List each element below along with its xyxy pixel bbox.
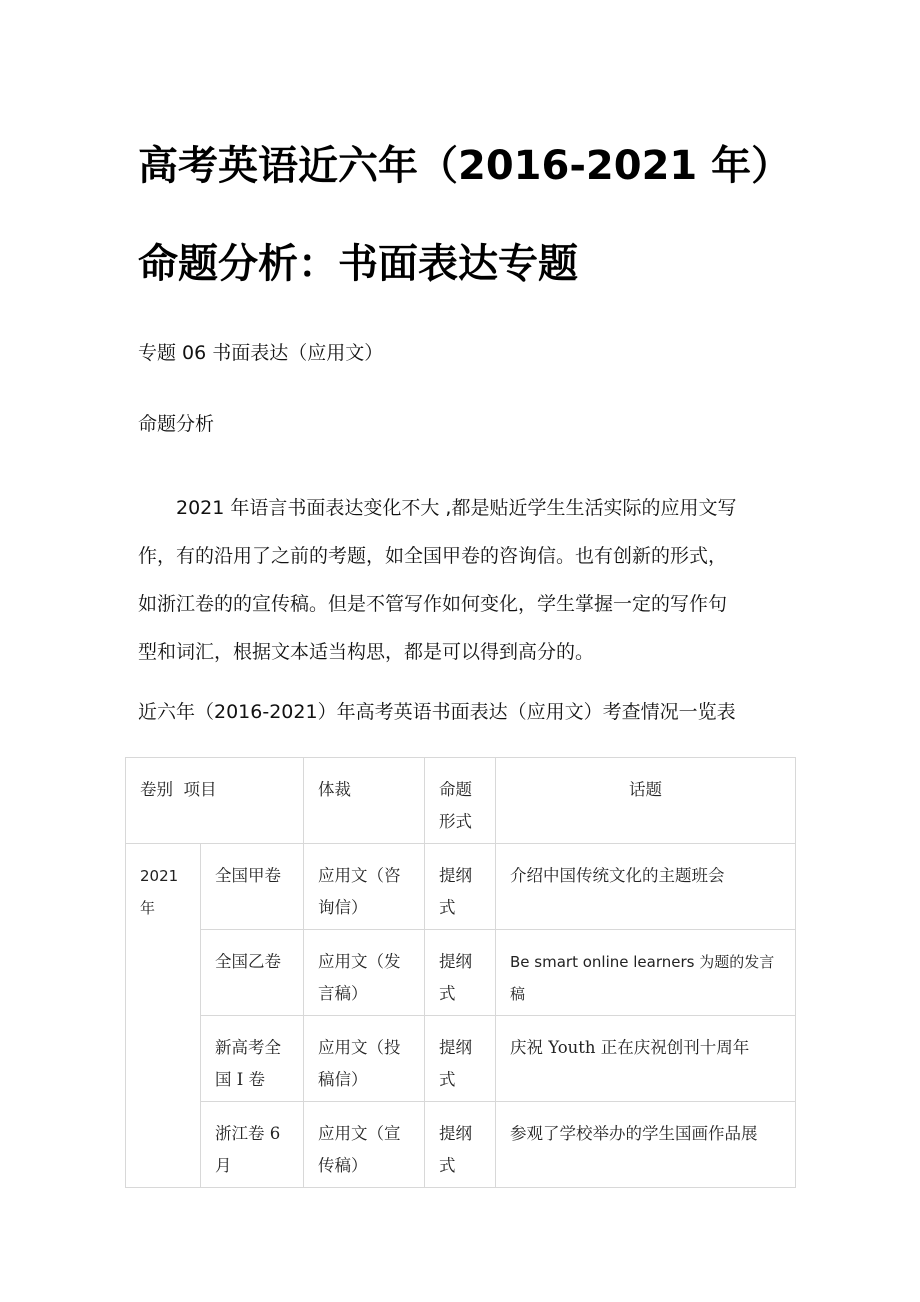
table-row [126, 1102, 796, 1188]
table-header-row [126, 758, 796, 844]
paragraph-line: 型和词汇，根据文本适当构思，都是可以得到高分的。 [138, 641, 595, 663]
topic-cell: 介绍中国传统文化的主题班会 [496, 844, 796, 930]
genre-cell: 应用文（投稿信） [304, 1016, 425, 1102]
analysis-paragraph [138, 484, 788, 676]
year-cell: 2021 年 [126, 844, 201, 1188]
genre-cell: 应用文（咨询信） [304, 844, 425, 930]
paragraph-line: 作，有的沿用了之前的考题，如全国甲卷的咨询信。也有创新的形式， [138, 545, 728, 567]
header-genre: 体裁 [304, 758, 425, 844]
genre-cell: 应用文（发言稿） [304, 930, 425, 1016]
topic-cell: 参观了学校举办的学生国画作品展 [496, 1102, 796, 1188]
paper-cell: 全国乙卷 [201, 930, 304, 1016]
document-title-line-2: 命题分析：书面表达专题 [138, 241, 578, 287]
header-topic: 话题 [496, 758, 796, 844]
paper-cell: 新高考全国 I 卷 [201, 1016, 304, 1102]
document-title-line-1: 高考英语近六年（2016-2021 年） [138, 143, 792, 189]
paragraph-line: 2021 年语言书面表达变化不大 ,都是贴近学生生活实际的应用文写 [176, 497, 737, 519]
format-cell: 提纲式 [425, 844, 496, 930]
table-row [126, 1016, 796, 1102]
table-caption: 近六年（2016-2021）年高考英语书面表达（应用文）考查情况一览表 [138, 701, 736, 723]
format-cell: 提纲式 [425, 930, 496, 1016]
paper-cell: 浙江卷 6 月 [201, 1102, 304, 1188]
header-format: 命题形式 [425, 758, 496, 844]
exam-overview-table [125, 757, 796, 1188]
topic-subtitle: 专题 06 书面表达（应用文） [138, 342, 384, 364]
header-paper-item: 卷别 项目 [126, 758, 304, 844]
paragraph-line: 如浙江卷的的宣传稿。但是不管写作如何变化，学生掌握一定的写作句 [138, 593, 728, 615]
topic-cell: 庆祝 Youth 正在庆祝创刊十周年 [496, 1016, 796, 1102]
table-row [126, 844, 796, 930]
format-cell: 提纲式 [425, 1102, 496, 1188]
genre-cell: 应用文（宣传稿） [304, 1102, 425, 1188]
topic-cell: Be smart online learners 为题的发言稿 [496, 930, 796, 1016]
format-cell: 提纲式 [425, 1016, 496, 1102]
paper-cell: 全国甲卷 [201, 844, 304, 930]
table-row [126, 930, 796, 1016]
section-heading: 命题分析 [138, 413, 215, 435]
